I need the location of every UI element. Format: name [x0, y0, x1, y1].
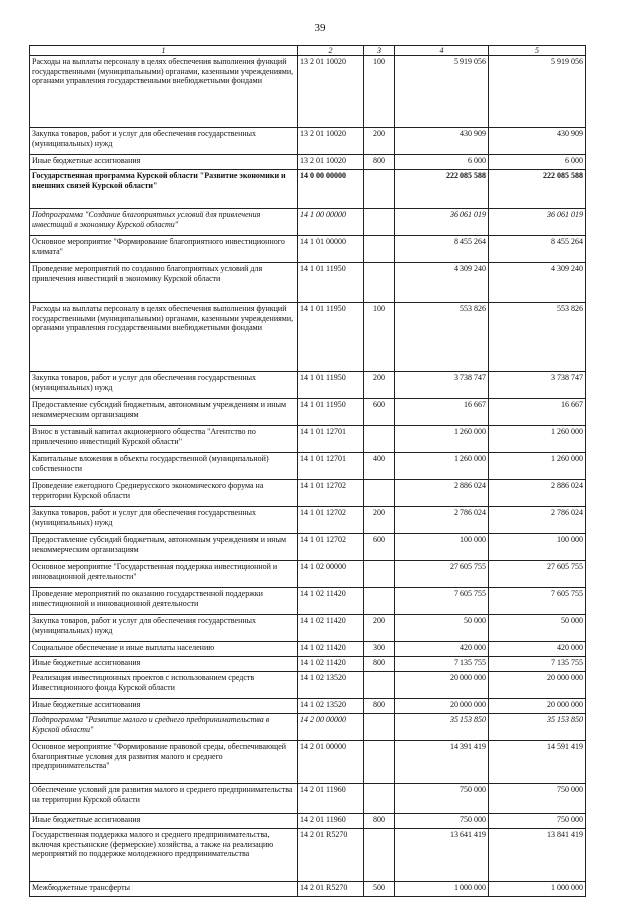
cell-amount-2: 222 085 588 [489, 170, 586, 209]
cell-amount-2: 7 605 755 [489, 588, 586, 615]
cell-name: Проведение мероприятий по оказанию государственной поддержки инвестиционной и инновационной деятельности [30, 588, 298, 615]
cell-code: 14 1 01 12702 [298, 534, 364, 561]
cell-expense-type: 600 [364, 399, 395, 426]
cell-code: 14 1 01 11950 [298, 303, 364, 372]
cell-amount-1: 553 826 [395, 303, 489, 372]
table-row [30, 209, 586, 236]
cell-code: 14 2 01 R5270 [298, 882, 364, 897]
cell-expense-type [364, 829, 395, 882]
cell-name: Расходы на выплаты персоналу в целях обеспечения выполнения функций государственными (муниципальными) органами, казенными учреждениями, органами управления государственными внебюджетными фондами [30, 303, 298, 372]
cell-amount-1: 2 886 024 [395, 480, 489, 507]
cell-code: 14 1 01 11950 [298, 372, 364, 399]
column-header-sum1: 4 [395, 46, 489, 56]
cell-code: 14 1 02 11420 [298, 642, 364, 657]
table-row [30, 829, 586, 882]
cell-name: Основное мероприятие "Формирование правовой среды, обеспечивающей благоприятные условия для развития малого и среднего предпринимательства" [30, 741, 298, 784]
cell-code: 14 1 01 12701 [298, 453, 364, 480]
budget-table [29, 45, 586, 897]
cell-name: Государственная поддержка малого и среднего предпринимательства, включая крестьянские (фермерские) хозяйства, а также на реализацию мероприятий по поддержке молодежного предпринимательства [30, 829, 298, 882]
cell-amount-2: 750 000 [489, 814, 586, 829]
cell-expense-type [364, 714, 395, 741]
cell-name: Иные бюджетные ассигнования [30, 699, 298, 714]
cell-name: Капитальные вложения в объекты государственной (муниципальной) собственности [30, 453, 298, 480]
cell-amount-2: 430 909 [489, 128, 586, 155]
cell-amount-2: 35 153 850 [489, 714, 586, 741]
cell-code: 14 1 01 12702 [298, 507, 364, 534]
cell-name: Предоставление субсидий бюджетным, автономным учреждениям и иным некоммерческим организациям [30, 534, 298, 561]
cell-code: 14 1 02 00000 [298, 561, 364, 588]
cell-amount-1: 14 391 419 [395, 741, 489, 784]
table-row [30, 263, 586, 303]
cell-name: Подпрограмма "Развитие малого и среднего предпринимательства в Курской области" [30, 714, 298, 741]
cell-amount-1: 16 667 [395, 399, 489, 426]
table-row [30, 657, 586, 672]
cell-amount-2: 36 061 019 [489, 209, 586, 236]
cell-expense-type: 200 [364, 128, 395, 155]
cell-amount-1: 1 000 000 [395, 882, 489, 897]
cell-amount-1: 1 260 000 [395, 426, 489, 453]
cell-amount-1: 222 085 588 [395, 170, 489, 209]
cell-expense-type [364, 480, 395, 507]
cell-amount-1: 1 260 000 [395, 453, 489, 480]
cell-expense-type: 300 [364, 642, 395, 657]
cell-expense-type: 800 [364, 657, 395, 672]
cell-code: 14 1 01 12702 [298, 480, 364, 507]
cell-code: 14 1 02 11420 [298, 615, 364, 642]
cell-amount-2: 50 000 [489, 615, 586, 642]
cell-code: 14 1 01 12701 [298, 426, 364, 453]
cell-amount-1: 8 455 264 [395, 236, 489, 263]
cell-name: Иные бюджетные ассигнования [30, 814, 298, 829]
cell-amount-1: 3 738 747 [395, 372, 489, 399]
cell-amount-2: 4 309 240 [489, 263, 586, 303]
cell-expense-type [364, 209, 395, 236]
table-row [30, 453, 586, 480]
cell-amount-1: 430 909 [395, 128, 489, 155]
cell-name: Закупка товаров, работ и услуг для обеспечения государственных (муниципальных) нужд [30, 615, 298, 642]
cell-name: Иные бюджетные ассигнования [30, 657, 298, 672]
cell-amount-2: 1 260 000 [489, 453, 586, 480]
table-row [30, 399, 586, 426]
cell-code: 14 1 02 11420 [298, 588, 364, 615]
cell-amount-1: 6 000 [395, 155, 489, 170]
cell-code: 14 2 01 00000 [298, 741, 364, 784]
table-row [30, 56, 586, 128]
column-numbers-row [30, 46, 586, 56]
cell-code: 13 2 01 10020 [298, 128, 364, 155]
cell-expense-type [364, 170, 395, 209]
cell-code: 14 1 01 11950 [298, 399, 364, 426]
cell-amount-2: 16 667 [489, 399, 586, 426]
cell-amount-2: 100 000 [489, 534, 586, 561]
cell-name: Закупка товаров, работ и услуг для обеспечения государственных (муниципальных) нужд [30, 372, 298, 399]
column-header-sum2: 5 [489, 46, 586, 56]
cell-expense-type [364, 672, 395, 699]
table-row [30, 561, 586, 588]
cell-name: Основное мероприятие "Формирование благоприятного инвестиционного климата" [30, 236, 298, 263]
cell-name: Обеспечение условий для развития малого и среднего предпринимательства на территории Курской области [30, 784, 298, 814]
cell-amount-1: 420 000 [395, 642, 489, 657]
table-row [30, 588, 586, 615]
cell-amount-1: 7 605 755 [395, 588, 489, 615]
cell-expense-type: 800 [364, 155, 395, 170]
cell-code: 14 1 02 11420 [298, 657, 364, 672]
cell-name: Социальное обеспечение и иные выплаты населению [30, 642, 298, 657]
cell-amount-2: 14 591 419 [489, 741, 586, 784]
cell-expense-type [364, 561, 395, 588]
cell-amount-1: 27 605 755 [395, 561, 489, 588]
cell-amount-2: 20 000 000 [489, 699, 586, 714]
cell-amount-1: 750 000 [395, 784, 489, 814]
cell-code: 14 2 01 11960 [298, 814, 364, 829]
cell-name: Основное мероприятие "Государственная поддержка инвестиционной и инновационной деятельности" [30, 561, 298, 588]
cell-expense-type: 200 [364, 507, 395, 534]
cell-amount-2: 1 000 000 [489, 882, 586, 897]
cell-name: Государственная программа Курской области "Развитие экономики и внешних связей Курской области" [30, 170, 298, 209]
cell-name: Предоставление субсидий бюджетным, автономным учреждениям и иным некоммерческим организациям [30, 399, 298, 426]
cell-amount-2: 8 455 264 [489, 236, 586, 263]
table-row [30, 714, 586, 741]
column-header-name: 1 [30, 46, 298, 56]
cell-amount-2: 13 841 419 [489, 829, 586, 882]
cell-amount-2: 3 738 747 [489, 372, 586, 399]
cell-amount-2: 27 605 755 [489, 561, 586, 588]
cell-amount-2: 1 260 000 [489, 426, 586, 453]
cell-name: Подпрограмма "Создание благоприятных условий для привлечения инвестиций в экономику Курской области" [30, 209, 298, 236]
cell-expense-type: 800 [364, 814, 395, 829]
table-row [30, 236, 586, 263]
cell-code: 13 2 01 10020 [298, 56, 364, 128]
cell-code: 14 1 01 00000 [298, 236, 364, 263]
cell-amount-2: 6 000 [489, 155, 586, 170]
cell-expense-type: 100 [364, 56, 395, 128]
cell-expense-type [364, 741, 395, 784]
cell-amount-1: 2 786 024 [395, 507, 489, 534]
cell-amount-1: 100 000 [395, 534, 489, 561]
cell-amount-2: 2 886 024 [489, 480, 586, 507]
table-row [30, 480, 586, 507]
cell-expense-type: 800 [364, 699, 395, 714]
cell-code: 14 1 02 13520 [298, 672, 364, 699]
cell-code: 14 2 00 00000 [298, 714, 364, 741]
cell-expense-type [364, 426, 395, 453]
cell-expense-type [364, 236, 395, 263]
table-row [30, 372, 586, 399]
cell-name: Проведение ежегодного Среднерусского экономического форума на территории Курской области [30, 480, 298, 507]
cell-code: 14 1 02 13520 [298, 699, 364, 714]
cell-code: 14 2 01 11960 [298, 784, 364, 814]
table-row [30, 128, 586, 155]
cell-expense-type: 200 [364, 615, 395, 642]
table-row [30, 784, 586, 814]
cell-name: Иные бюджетные ассигнования [30, 155, 298, 170]
table-row [30, 303, 586, 372]
cell-amount-2: 7 135 755 [489, 657, 586, 672]
cell-amount-1: 50 000 [395, 615, 489, 642]
cell-expense-type [364, 784, 395, 814]
table-row [30, 741, 586, 784]
cell-amount-2: 2 786 024 [489, 507, 586, 534]
cell-amount-1: 7 135 755 [395, 657, 489, 672]
cell-expense-type: 400 [364, 453, 395, 480]
cell-code: 14 0 00 00000 [298, 170, 364, 209]
cell-code: 14 1 01 11950 [298, 263, 364, 303]
table-row [30, 534, 586, 561]
cell-name: Проведение мероприятий по созданию благоприятных условий для привлечения инвестиций в экономику Курской области [30, 263, 298, 303]
cell-amount-1: 20 000 000 [395, 672, 489, 699]
table-row [30, 507, 586, 534]
column-header-code: 2 [298, 46, 364, 56]
cell-amount-1: 35 153 850 [395, 714, 489, 741]
table-row [30, 699, 586, 714]
cell-expense-type: 600 [364, 534, 395, 561]
table-row [30, 882, 586, 897]
cell-amount-2: 750 000 [489, 784, 586, 814]
cell-amount-2: 553 826 [489, 303, 586, 372]
table-row [30, 672, 586, 699]
cell-name: Закупка товаров, работ и услуг для обеспечения государственных (муниципальных) нужд [30, 128, 298, 155]
cell-name: Расходы на выплаты персоналу в целях обеспечения выполнения функций государственными (муниципальными) органами, казенными учреждениями, органами управления государственными внебюджетными фондами [30, 56, 298, 128]
table-row [30, 642, 586, 657]
cell-expense-type [364, 263, 395, 303]
cell-expense-type: 100 [364, 303, 395, 372]
cell-code: 14 1 00 00000 [298, 209, 364, 236]
cell-code: 13 2 01 10020 [298, 155, 364, 170]
cell-expense-type [364, 588, 395, 615]
cell-amount-2: 420 000 [489, 642, 586, 657]
cell-amount-1: 5 919 056 [395, 56, 489, 128]
cell-name: Закупка товаров, работ и услуг для обеспечения государственных (муниципальных) нужд [30, 507, 298, 534]
cell-expense-type: 500 [364, 882, 395, 897]
cell-amount-1: 4 309 240 [395, 263, 489, 303]
cell-amount-1: 36 061 019 [395, 209, 489, 236]
cell-amount-2: 20 000 000 [489, 672, 586, 699]
cell-name: Реализация инвестиционных проектов с использованием средств Инвестиционного фонда Курской области [30, 672, 298, 699]
column-header-type: 3 [364, 46, 395, 56]
cell-amount-1: 13 641 419 [395, 829, 489, 882]
cell-amount-1: 750 000 [395, 814, 489, 829]
table-row [30, 426, 586, 453]
cell-amount-2: 5 919 056 [489, 56, 586, 128]
table-row [30, 155, 586, 170]
page-number: 39 [314, 22, 326, 34]
cell-amount-1: 20 000 000 [395, 699, 489, 714]
table-body [30, 46, 586, 897]
table-row [30, 615, 586, 642]
cell-expense-type: 200 [364, 372, 395, 399]
table-row [30, 170, 586, 209]
table-row [30, 814, 586, 829]
cell-name: Взнос в уставный капитал акционерного общества "Агентство по привлечению инвестиций Курской области" [30, 426, 298, 453]
cell-name: Межбюджетные трансферты [30, 882, 298, 897]
cell-code: 14 2 01 R5270 [298, 829, 364, 882]
